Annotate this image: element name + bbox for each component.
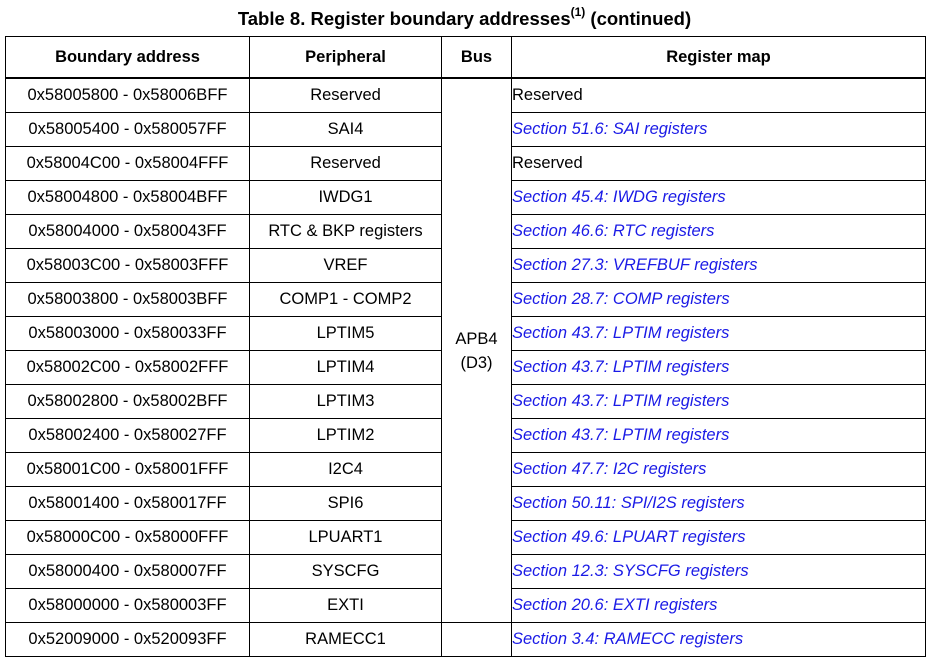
register-map-cell bbox=[512, 317, 926, 351]
register-map-cell bbox=[512, 147, 926, 181]
register-map-link[interactable]: Section 20.6: EXTI registers bbox=[512, 596, 718, 614]
peripheral-cell: LPTIM2 bbox=[250, 419, 442, 453]
table-row bbox=[6, 78, 926, 113]
table-header-row bbox=[6, 37, 926, 79]
boundary-address-cell: 0x58001400 - 0x580017FF bbox=[6, 487, 250, 521]
register-map-link[interactable]: Section 12.3: SYSCFG registers bbox=[512, 562, 749, 580]
register-map-cell bbox=[512, 555, 926, 589]
register-map-cell bbox=[512, 521, 926, 555]
boundary-address-cell: 0x58002800 - 0x58002BFF bbox=[6, 385, 250, 419]
register-map-text: Reserved bbox=[512, 154, 583, 172]
column-header-boundary-address: Boundary address bbox=[6, 37, 250, 79]
column-header-register-map: Register map bbox=[512, 37, 926, 79]
peripheral-cell: EXTI bbox=[250, 589, 442, 623]
register-map-cell bbox=[512, 419, 926, 453]
peripheral-cell: Reserved bbox=[250, 147, 442, 181]
boundary-address-cell: 0x58000000 - 0x580003FF bbox=[6, 589, 250, 623]
register-map-link[interactable]: Section 43.7: LPTIM registers bbox=[512, 392, 730, 410]
peripheral-cell: Reserved bbox=[250, 78, 442, 113]
peripheral-cell: RTC & BKP registers bbox=[250, 215, 442, 249]
register-map-link[interactable]: Section 3.4: RAMECC registers bbox=[512, 630, 744, 648]
register-map-link[interactable]: Section 43.7: LPTIM registers bbox=[512, 358, 730, 376]
boundary-address-cell: 0x58005800 - 0x58006BFF bbox=[6, 78, 250, 113]
footnote-reference[interactable]: (1) bbox=[570, 4, 586, 19]
register-map-link[interactable]: Section 27.3: VREFBUF registers bbox=[512, 256, 758, 274]
bus-cell bbox=[442, 623, 512, 657]
boundary-address-cell: 0x58005400 - 0x580057FF bbox=[6, 113, 250, 147]
peripheral-cell: SAI4 bbox=[250, 113, 442, 147]
boundary-address-cell: 0x58002C00 - 0x58002FFF bbox=[6, 351, 250, 385]
register-map-cell bbox=[512, 78, 926, 113]
register-map-link[interactable]: Section 51.6: SAI registers bbox=[512, 120, 708, 138]
register-map-link[interactable]: Section 47.7: I2C registers bbox=[512, 460, 707, 478]
bus-domain: (D3) bbox=[460, 353, 493, 372]
column-header-peripheral: Peripheral bbox=[250, 37, 442, 79]
peripheral-cell: IWDG1 bbox=[250, 181, 442, 215]
boundary-address-cell: 0x58003000 - 0x580033FF bbox=[6, 317, 250, 351]
register-map-cell bbox=[512, 181, 926, 215]
boundary-address-cell: 0x58004C00 - 0x58004FFF bbox=[6, 147, 250, 181]
peripheral-cell: SYSCFG bbox=[250, 555, 442, 589]
register-map-link[interactable]: Section 28.7: COMP registers bbox=[512, 290, 730, 308]
register-map-link[interactable]: Section 43.7: LPTIM registers bbox=[512, 324, 730, 342]
table-title-suffix: (continued) bbox=[585, 8, 692, 29]
boundary-address-cell: 0x58004800 - 0x58004BFF bbox=[6, 181, 250, 215]
register-map-cell bbox=[512, 249, 926, 283]
register-map-link[interactable]: Section 45.4: IWDG registers bbox=[512, 188, 726, 206]
bus-name: APB4 bbox=[455, 329, 498, 348]
table-body bbox=[6, 78, 926, 657]
register-map-link[interactable]: Section 50.11: SPI/I2S registers bbox=[512, 494, 745, 512]
boundary-address-cell: 0x58001C00 - 0x58001FFF bbox=[6, 453, 250, 487]
register-map-cell bbox=[512, 113, 926, 147]
peripheral-cell: VREF bbox=[250, 249, 442, 283]
register-map-cell bbox=[512, 283, 926, 317]
register-map-text: Reserved bbox=[512, 86, 583, 104]
boundary-address-cell: 0x58000400 - 0x580007FF bbox=[6, 555, 250, 589]
register-map-link[interactable]: Section 43.7: LPTIM registers bbox=[512, 426, 730, 444]
register-map-cell bbox=[512, 453, 926, 487]
peripheral-cell: RAMECC1 bbox=[250, 623, 442, 657]
register-boundary-table bbox=[5, 36, 926, 657]
register-map-cell bbox=[512, 385, 926, 419]
boundary-address-cell: 0x58000C00 - 0x58000FFF bbox=[6, 521, 250, 555]
peripheral-cell: LPUART1 bbox=[250, 521, 442, 555]
peripheral-cell: COMP1 - COMP2 bbox=[250, 283, 442, 317]
boundary-address-cell: 0x58003C00 - 0x58003FFF bbox=[6, 249, 250, 283]
boundary-address-cell: 0x52009000 - 0x520093FF bbox=[6, 623, 250, 657]
register-map-cell bbox=[512, 215, 926, 249]
peripheral-cell: I2C4 bbox=[250, 453, 442, 487]
table-title bbox=[0, 3, 929, 35]
register-map-cell bbox=[512, 487, 926, 521]
peripheral-cell: LPTIM5 bbox=[250, 317, 442, 351]
register-map-cell bbox=[512, 623, 926, 657]
table-title-text: Table 8. Register boundary addresses bbox=[237, 8, 571, 29]
register-map-link[interactable]: Section 49.6: LPUART registers bbox=[512, 528, 746, 546]
boundary-address-cell: 0x58004000 - 0x580043FF bbox=[6, 215, 250, 249]
boundary-address-cell: 0x58003800 - 0x58003BFF bbox=[6, 283, 250, 317]
table-row bbox=[6, 623, 926, 657]
bus-cell-apb4 bbox=[442, 78, 512, 623]
register-map-cell bbox=[512, 351, 926, 385]
register-map-link[interactable]: Section 46.6: RTC registers bbox=[512, 222, 715, 240]
peripheral-cell: SPI6 bbox=[250, 487, 442, 521]
column-header-bus: Bus bbox=[442, 37, 512, 79]
peripheral-cell: LPTIM3 bbox=[250, 385, 442, 419]
peripheral-cell: LPTIM4 bbox=[250, 351, 442, 385]
boundary-address-cell: 0x58002400 - 0x580027FF bbox=[6, 419, 250, 453]
register-map-cell bbox=[512, 589, 926, 623]
